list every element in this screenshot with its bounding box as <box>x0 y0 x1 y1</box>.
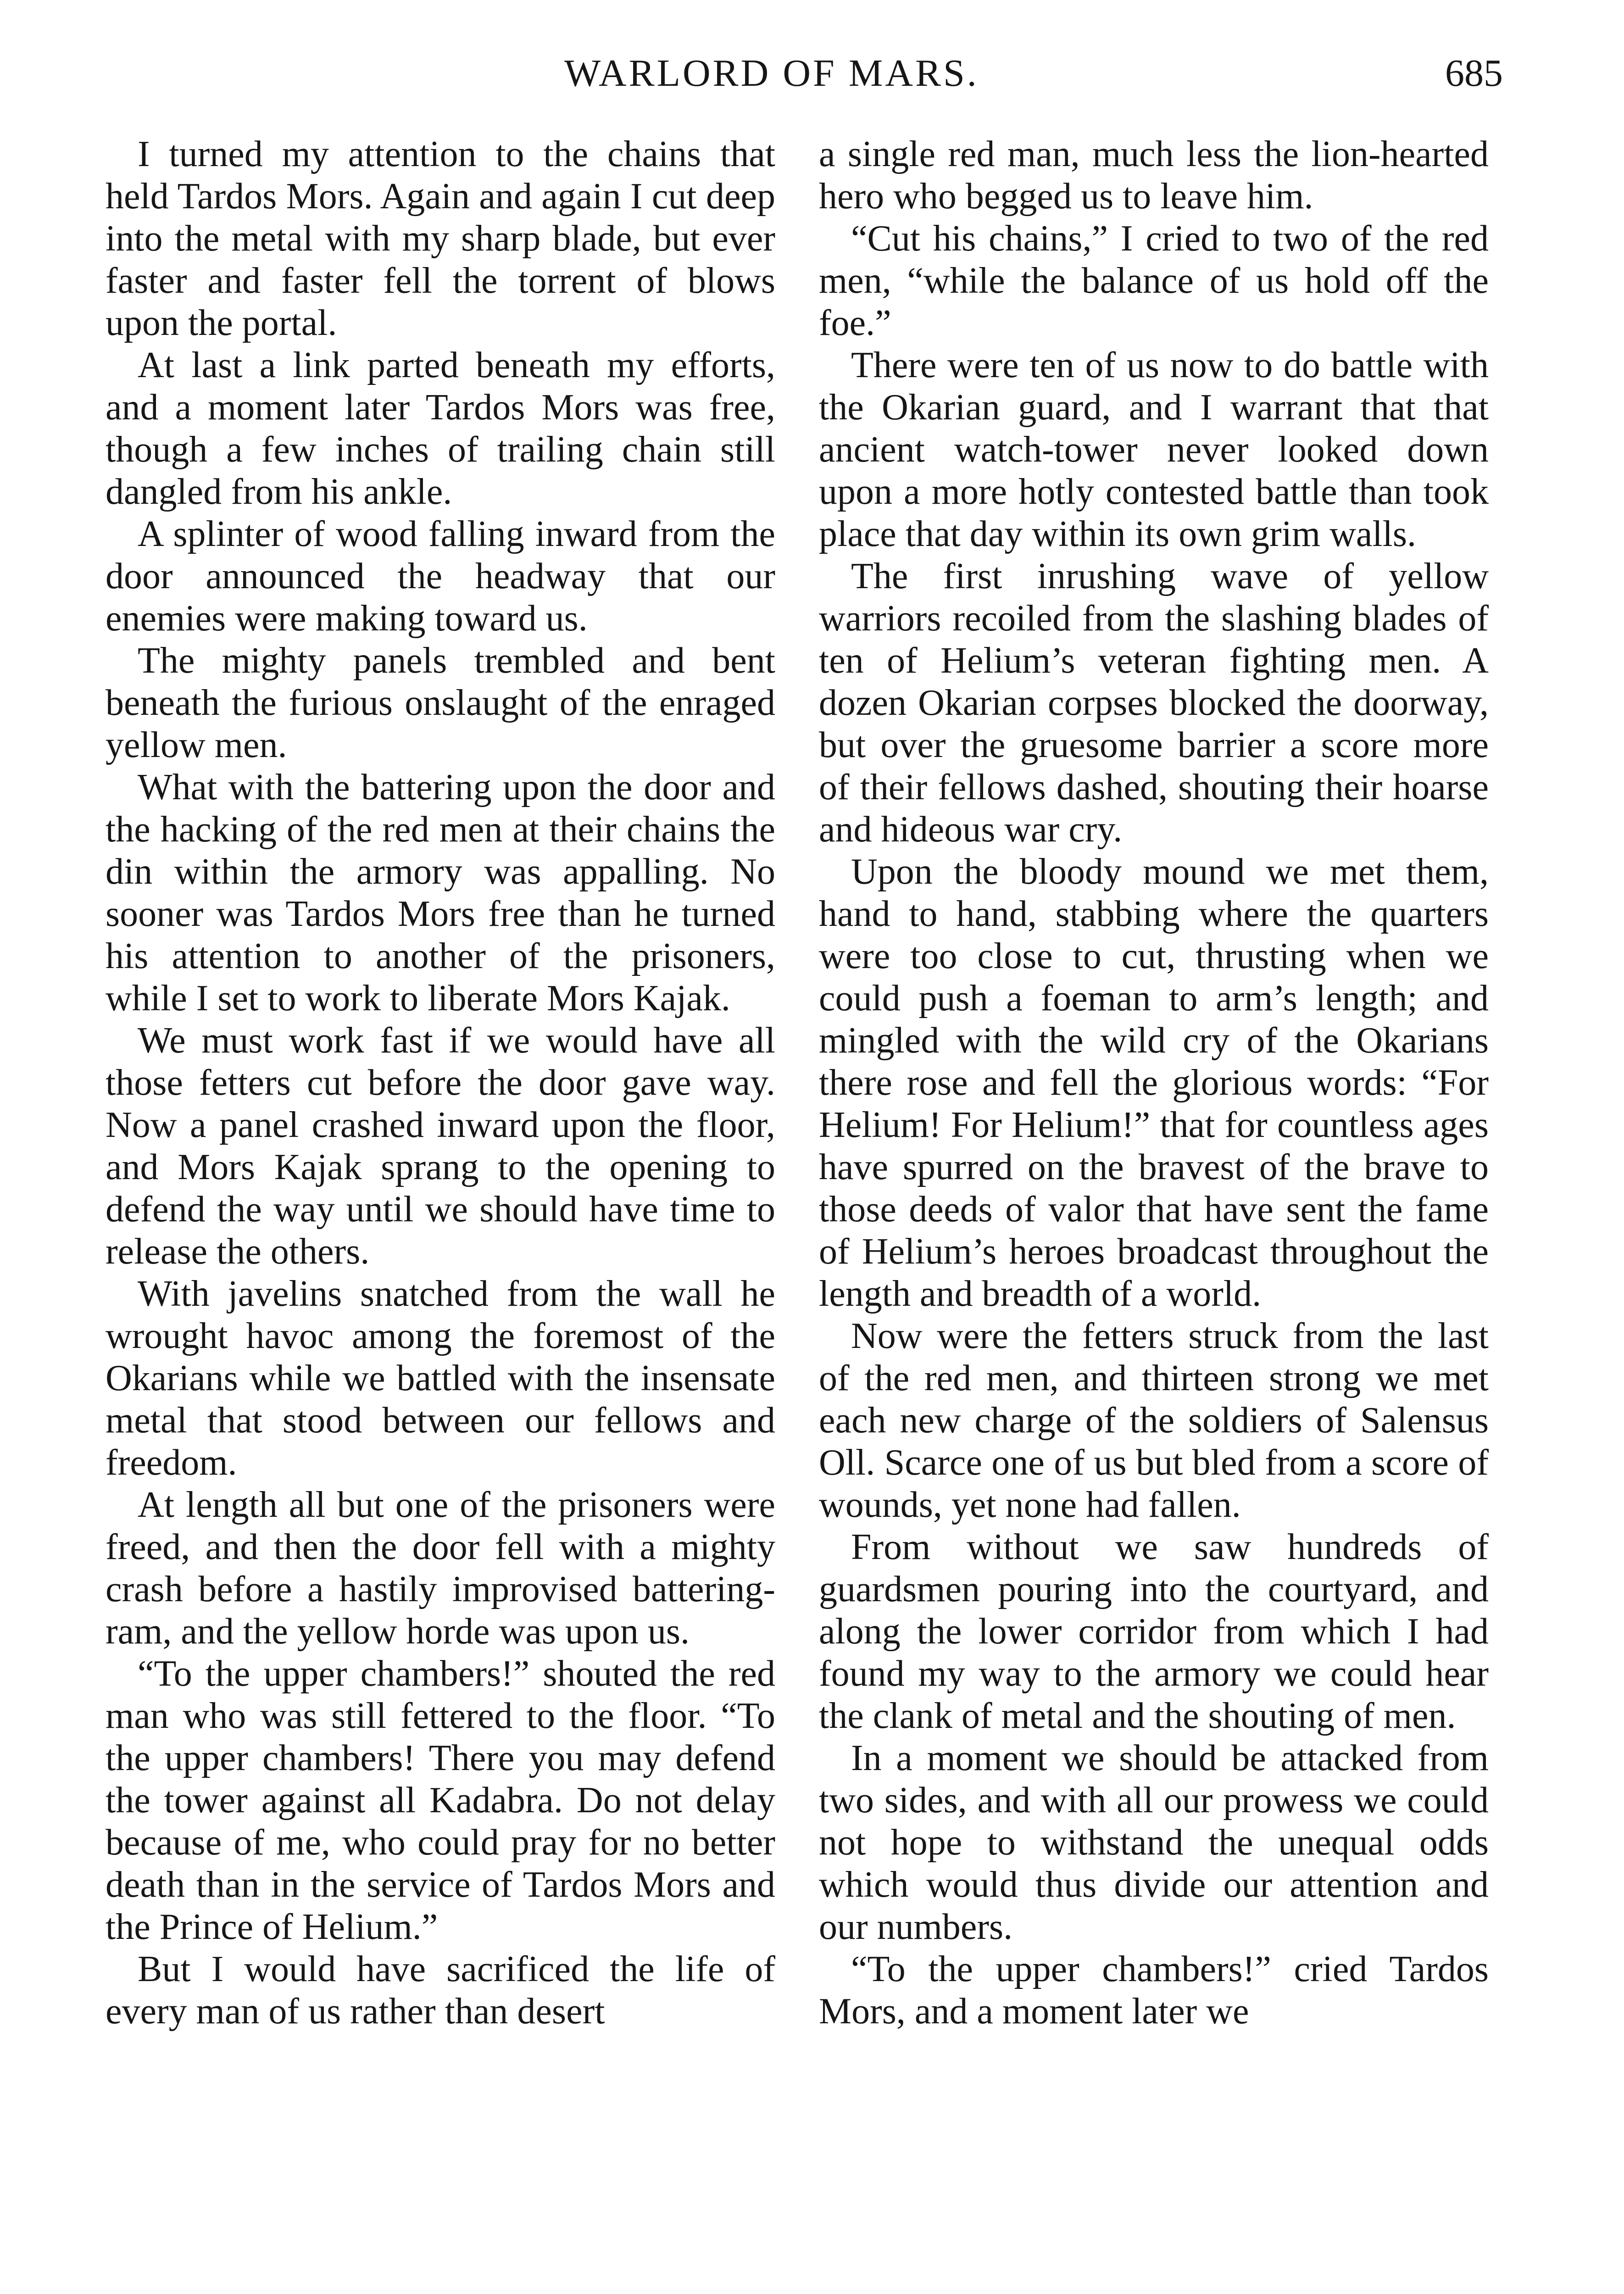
paragraph: But I would have sacrificed the life of every man of us rather than desert <box>106 1949 775 2032</box>
paragraph: From without we saw hundreds of guardsmen pouring into the courtyard, and along the lower corridor from which I had found my way to the armory we could hear the clank of metal and the shouting of men. <box>819 1527 1489 1736</box>
paragraph: Now were the fetters struck from the last of the red men, and thirteen strong we met each new charge of the soldiers of Salensus Oll. Scarce one of us but bled from a score of wounds, yet none had fallen. <box>819 1316 1489 1525</box>
paragraph: What with the battering upon the door and the hacking of the red men at their chains the din within the armory was appalling. No sooner was Tardos Mors free than he turned his attention to another of the prisoners, while I set to work to liberate Mors Kajak. <box>106 767 775 1019</box>
paragraph: In a moment we should be attacked from two sides, and with all our prowess we could not hope to withstand the unequal odds which would thus divide our attention and our numbers. <box>819 1738 1489 1947</box>
paragraph: Upon the bloody mound we met them, hand to hand, stabbing where the quarters were too close to cut, thrusting when we could push a foeman to arm’s length; and mingled with the wild cry of the Okarians there rose and fell the glorious words: “For Helium! For Helium!” that for countless ages have spurred on the bravest of the brave to those deeds of valor that have sent the fame of Helium’s heroes broadcast throughout the length and breadth of a world. <box>819 852 1489 1314</box>
page-header <box>0 48 1624 99</box>
running-title: WARLORD OF MARS. <box>564 52 979 95</box>
paragraph: At length all but one of the prisoners were freed, and then the door fell with a mighty crash before a hastily improvised battering-ram, and the yellow horde was upon us. <box>106 1485 775 1652</box>
right-column <box>819 133 1489 2032</box>
paragraph-continuation: a single red man, much less the lion-hearted hero who begged us to leave him. <box>819 134 1489 217</box>
page-number: 685 <box>1445 52 1503 95</box>
paragraph: We must work fast if we would have all those fetters cut before the door gave way. Now a panel crashed inward upon the floor, and Mors Kajak sprang to the opening to defend the way until we should have time to release the others. <box>106 1020 775 1272</box>
paragraph: The mighty panels trembled and bent beneath the furious onslaught of the enraged yellow men. <box>106 640 775 765</box>
left-column <box>106 133 775 2032</box>
paragraph: With javelins snatched from the wall he wrought havoc among the foremost of the Okarians while we battled with the insensate metal that stood between our fellows and freedom. <box>106 1274 775 1483</box>
paragraph: “Cut his chains,” I cried to two of the red men, “while the balance of us hold off the foe.” <box>819 218 1489 343</box>
paragraph: A splinter of wood falling inward from the door announced the headway that our enemies were making toward us. <box>106 514 775 639</box>
paragraph: I turned my attention to the chains that held Tardos Mors. Again and again I cut deep into the metal with my sharp blade, but ever faster and faster fell the torrent of blows upon the portal. <box>106 134 775 343</box>
paragraph: The first inrushing wave of yellow warriors recoiled from the slashing blades of ten of Helium’s veteran fighting men. A dozen Okarian corpses blocked the doorway, but over the gruesome barrier a score more of their fellows dashed, shouting their hoarse and hideous war cry. <box>819 556 1489 850</box>
paragraph: At last a link parted beneath my efforts, and a moment later Tardos Mors was free, though a few inches of trailing chain still dangled from his ankle. <box>106 345 775 512</box>
paragraph: “To the upper chambers!” shouted the red man who was still fettered to the floor. “To the upper chambers! There you may defend the tower against all Kadabra. Do not delay because of me, who could pray for no better death than in the service of Tardos Mors and the Prince of Helium.” <box>106 1654 775 1947</box>
paragraph: There were ten of us now to do battle with the Okarian guard, and I warrant that that ancient watch-tower never looked down upon a more hotly contested battle than took place that day within its own grim walls. <box>819 345 1489 554</box>
paragraph: “To the upper chambers!” cried Tardos Mors, and a moment later we <box>819 1949 1489 2032</box>
